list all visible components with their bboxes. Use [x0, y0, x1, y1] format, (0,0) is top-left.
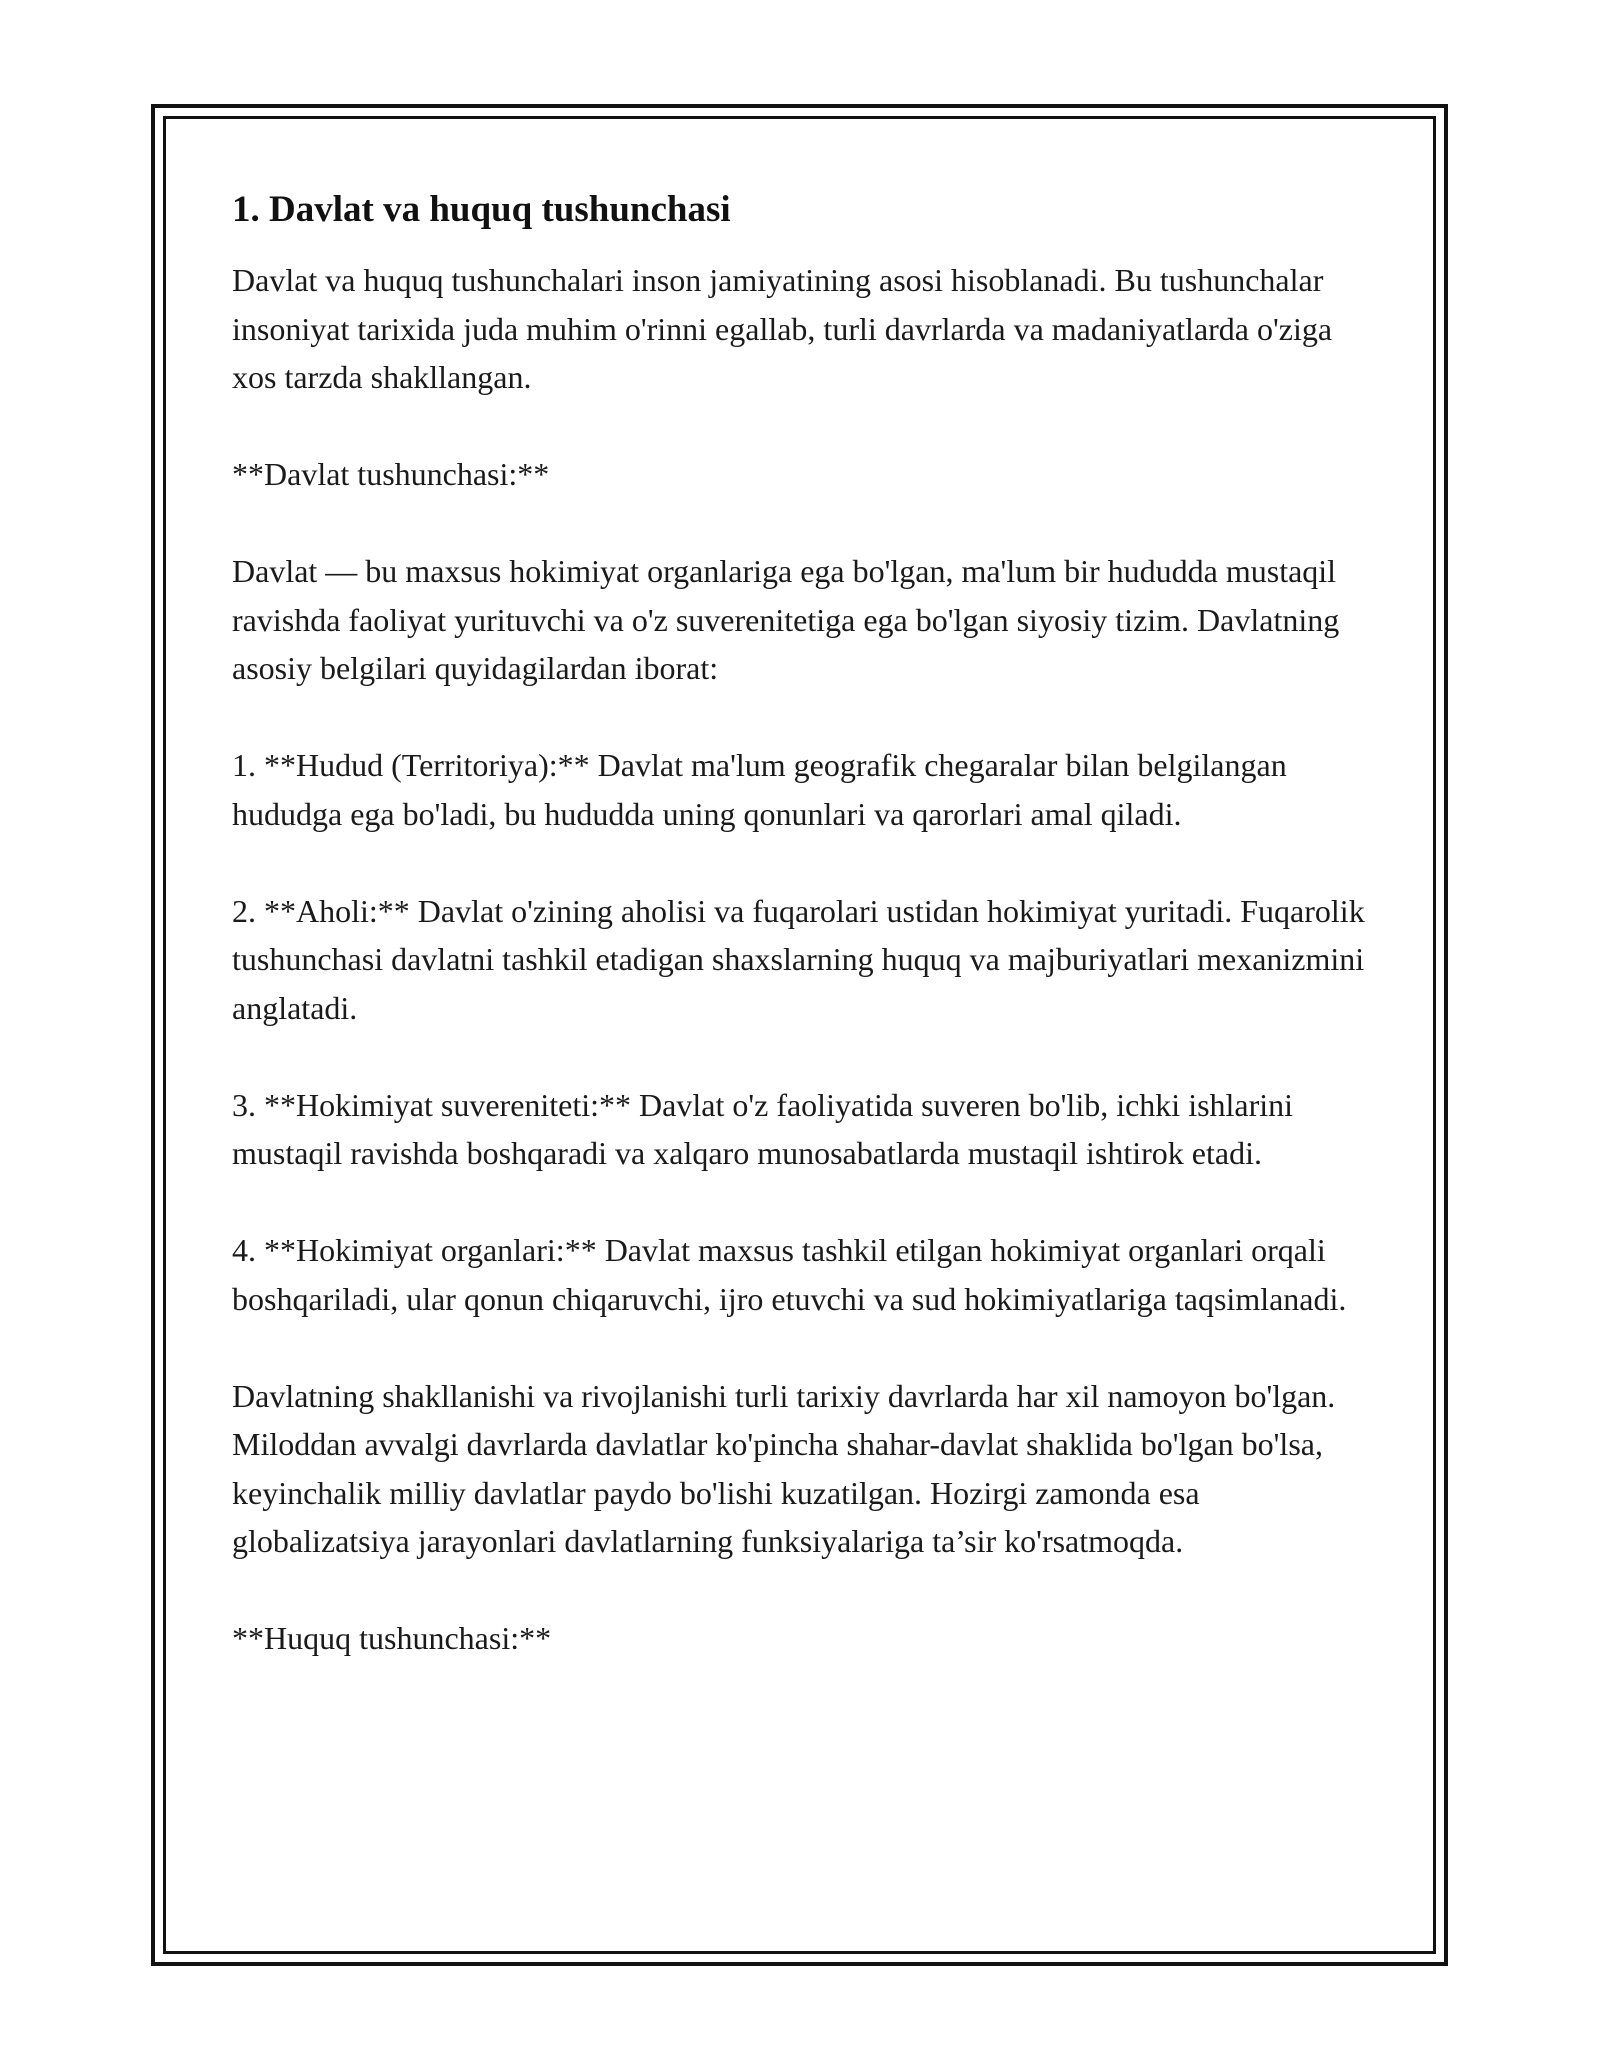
paragraph-davlat-heading: **Davlat tushunchasi:**	[232, 456, 550, 492]
paragraph-intro: Davlat va huquq tushunchalari inson jamiyatining asosi hisoblanadi. Bu tushunchalar insoniyat tarixida juda muhim o'rinni egallab, turli davrlarda va madaniyatlarda o'ziga xos tarzda shakllangan.	[232, 262, 1333, 395]
paragraph-huquq-heading: **Huquq tushunchasi:**	[232, 1620, 552, 1656]
paragraph-davlat-definition: Davlat — bu maxsus hokimiyat organlariga ega bo'lgan, ma'lum bir hududda mustaqil ravishda faoliyat yurituvchi va o'z suverenitetiga ega bo'lgan siyosiy tizim. Davlatning asosiy belgilari quyidagilardan iborat:	[232, 553, 1340, 686]
paragraph-history: Davlatning shakllanishi va rivojlanishi turli tarixiy davrlarda har xil namoyon bo'lgan. Miloddan avvalgi davrlarda davlatlar ko'pincha shahar-davlat shaklida bo'lgan bo'lsa, keyinchalik milliy davlatlar paydo bo'lishi kuzatilgan. Hozirgi zamonda esa globalizatsiya jarayonlari davlatlarning funksiyalariga ta’sir ko'rsatmoqda.	[232, 1377, 1336, 1559]
section-title: 1. Davlat va huquq tushunchasi	[232, 189, 731, 230]
document-body	[232, 186, 1372, 1711]
list-item-aholi: 2. **Aholi:** Davlat o'zining aholisi va fuqarolari ustidan hokimiyat yuritadi. Fuqarolik tushunchasi davlatni tashkil etadigan shaxslarning huquq va majburiyatlari mexanizmini anglatadi.	[232, 892, 1365, 1026]
list-item-organlar: 4. **Hokimiyat organlari:** Davlat maxsus tashkil etilgan hokimiyat organlari orqali boshqariladi, ular qonun chiqaruvchi, ijro etuvchi va sud hokimiyatlariga taqsimlanadi.	[232, 1232, 1347, 1317]
list-item-suverenitet: 3. **Hokimiyat suvereniteti:** Davlat o'z faoliyatida suveren bo'lib, ichki ishlarini mustaqil ravishda boshqaradi va xalqaro munosabatlarda mustaqil ishtirok etadi.	[232, 1086, 1294, 1171]
list-item-hudud: 1. **Hudud (Territoriya):** Davlat ma'lum geografik chegaralar bilan belgilangan hududga ega bo'ladi, bu hududda uning qonunlari va qarorlari amal qiladi.	[232, 747, 1287, 832]
